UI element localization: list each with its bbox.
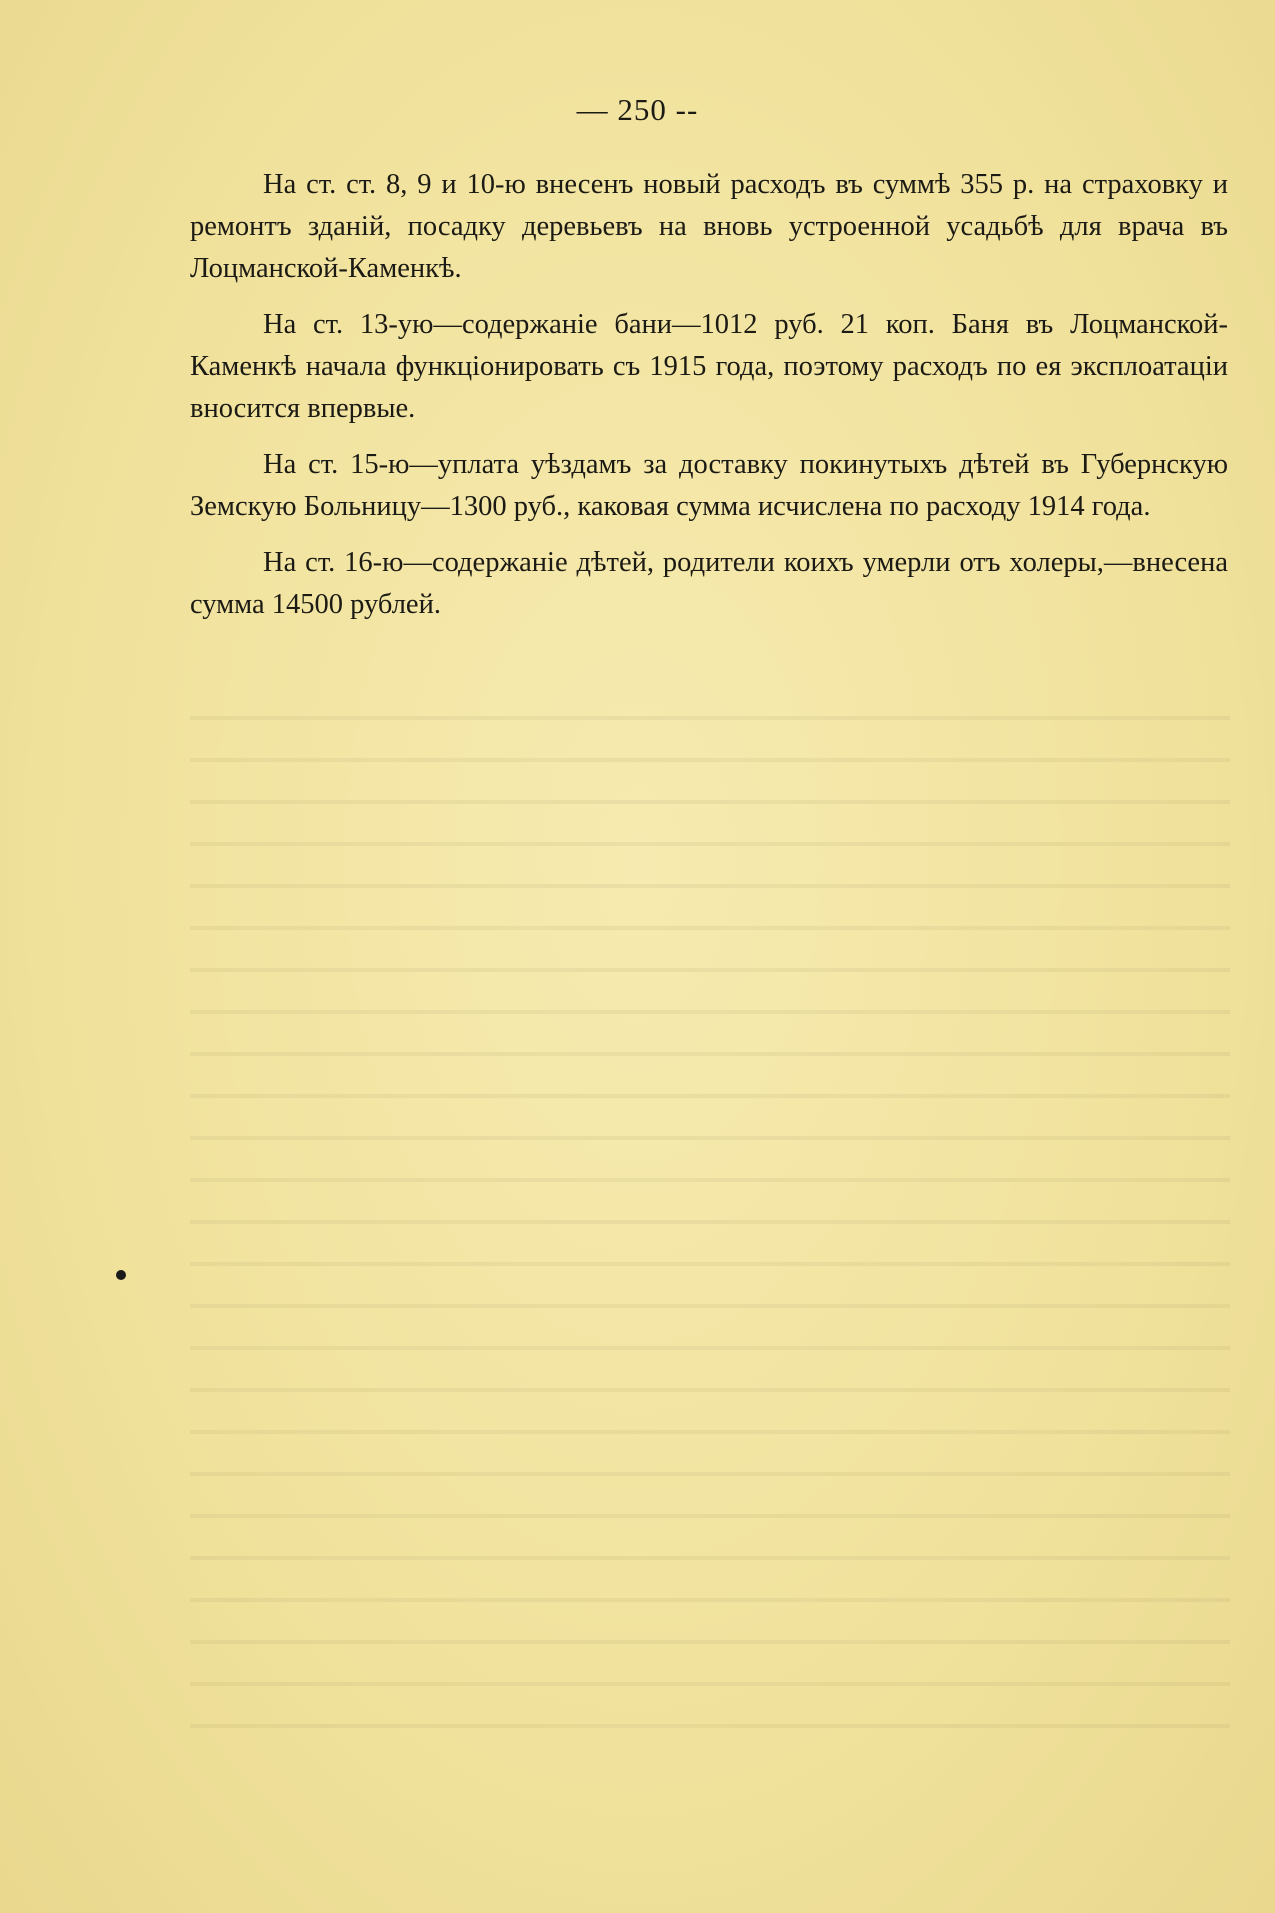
paragraph-1: На ст. ст. 8, 9 и 10-ю внесенъ новый расходъ въ суммѣ 355 р. на страховку и ремонтъ зданій, посадку деревьевъ на вновь устроенной усадьбѣ для врача въ Лоцманской-Каменкѣ. <box>190 169 1228 284</box>
body-text <box>190 164 1228 640</box>
paragraph-3: На ст. 15-ю—уплата уѣздамъ за доставку покинутыхъ дѣтей въ Губернскую Земскую Больницу—1300 руб., каковая сумма исчислена по расходу 1914 года. <box>190 449 1228 522</box>
bleed-through-texture <box>190 690 1230 1750</box>
paragraph-2: На ст. 13-ую—содержаніе бани—1012 руб. 21 коп. Баня въ Лоцманской-Каменкѣ начала функціонировать съ 1915 года, поэтому расходъ по ея эксплоатаціи вносится впервые. <box>190 309 1228 424</box>
ink-spot <box>116 1270 126 1280</box>
paragraph-4: На ст. 16-ю—содержаніе дѣтей, родители коихъ умерли отъ холеры,—внесена сумма 14500 рублей. <box>190 547 1228 620</box>
page-number: — 250 -- <box>576 92 699 127</box>
